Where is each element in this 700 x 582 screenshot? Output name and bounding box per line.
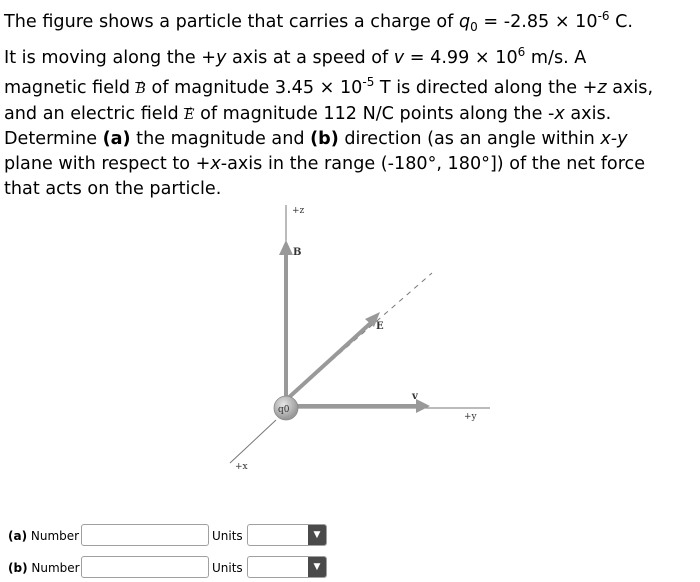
text: C.: [609, 12, 634, 32]
text: axis.: [564, 103, 612, 124]
plane-symbol: x-y: [600, 129, 628, 150]
electric-field-symbol: → E: [184, 107, 194, 123]
exponent: -6: [597, 9, 610, 23]
number-label: Number: [31, 561, 80, 575]
units-label-a: Units: [212, 529, 243, 543]
units-select-b[interactable]: [247, 556, 327, 578]
text: -axis in the range (-180°, 180°]) of the net force: [220, 153, 646, 174]
text: plane with respect to +: [4, 153, 211, 174]
text: = -2.85 × 10: [477, 12, 598, 32]
answer-label-b: [8, 561, 80, 575]
text: the magnitude and: [130, 129, 311, 150]
velocity-arrowhead: [416, 399, 430, 413]
text: m/s. A: [525, 47, 587, 68]
problem-line-2: [4, 40, 698, 71]
number-label: Number: [30, 529, 80, 543]
answer-label-a: [8, 529, 79, 543]
problem-statement: [4, 4, 698, 201]
text: T is directed along the +: [374, 78, 598, 99]
electric-field-vector: [286, 320, 374, 400]
particle-label: q0: [278, 405, 290, 415]
physics-figure: [200, 195, 500, 480]
electric-field-label: E: [376, 321, 384, 332]
text: that acts on the particle.: [4, 178, 222, 199]
problem-line-3: [4, 70, 698, 102]
text: Determine: [4, 129, 103, 150]
charge-symbol: q: [458, 12, 471, 32]
text: The figure shows a particle that carries a charge of: [4, 12, 459, 32]
magnetic-field-symbol: → B: [136, 81, 146, 97]
problem-line-1: [4, 4, 698, 40]
velocity-label: v: [412, 391, 418, 402]
problem-line-5: [4, 127, 698, 152]
number-input-a[interactable]: [81, 524, 209, 546]
part-marker: (a): [8, 529, 28, 543]
speed-symbol: v: [393, 47, 405, 68]
axis-symbol: y: [216, 47, 227, 68]
part-marker: (b): [8, 561, 28, 575]
charge-subscript: 0: [470, 20, 478, 34]
axis-symbol: z: [597, 78, 607, 99]
text: = 4.99 × 10: [404, 47, 518, 68]
text: of magnitude 3.45 × 10: [145, 78, 363, 99]
x-axis: [230, 420, 276, 463]
magnetic-field-arrowhead: [279, 240, 293, 255]
z-axis-label: +z: [292, 206, 305, 216]
x-axis-label: +x: [235, 462, 248, 472]
text: magnetic field: [4, 78, 136, 99]
problem-line-4: [4, 102, 698, 128]
chevron-down-icon[interactable]: ▼: [308, 525, 326, 545]
part-a-marker: (a): [102, 129, 131, 150]
text: of magnitude 112 N/C points along the -: [194, 103, 555, 124]
problem-line-6: [4, 152, 698, 177]
text: axis,: [606, 78, 654, 99]
part-b-marker: (b): [310, 129, 339, 150]
text: and an electric field: [4, 103, 185, 124]
axis-symbol: x: [554, 103, 565, 124]
number-input-b[interactable]: [81, 556, 209, 578]
axis-symbol: x: [210, 153, 221, 174]
y-axis-label: +y: [464, 412, 477, 422]
units-select-a[interactable]: [247, 524, 327, 546]
chevron-down-icon[interactable]: ▼: [308, 557, 326, 577]
magnetic-field-label: B: [293, 247, 302, 258]
exponent: -5: [362, 75, 375, 90]
text: axis at a speed of: [226, 47, 394, 68]
units-label-b: Units: [212, 561, 243, 575]
text: It is moving along the +: [4, 47, 216, 68]
text: direction (as an angle within: [338, 129, 601, 150]
exponent: 6: [517, 44, 526, 59]
